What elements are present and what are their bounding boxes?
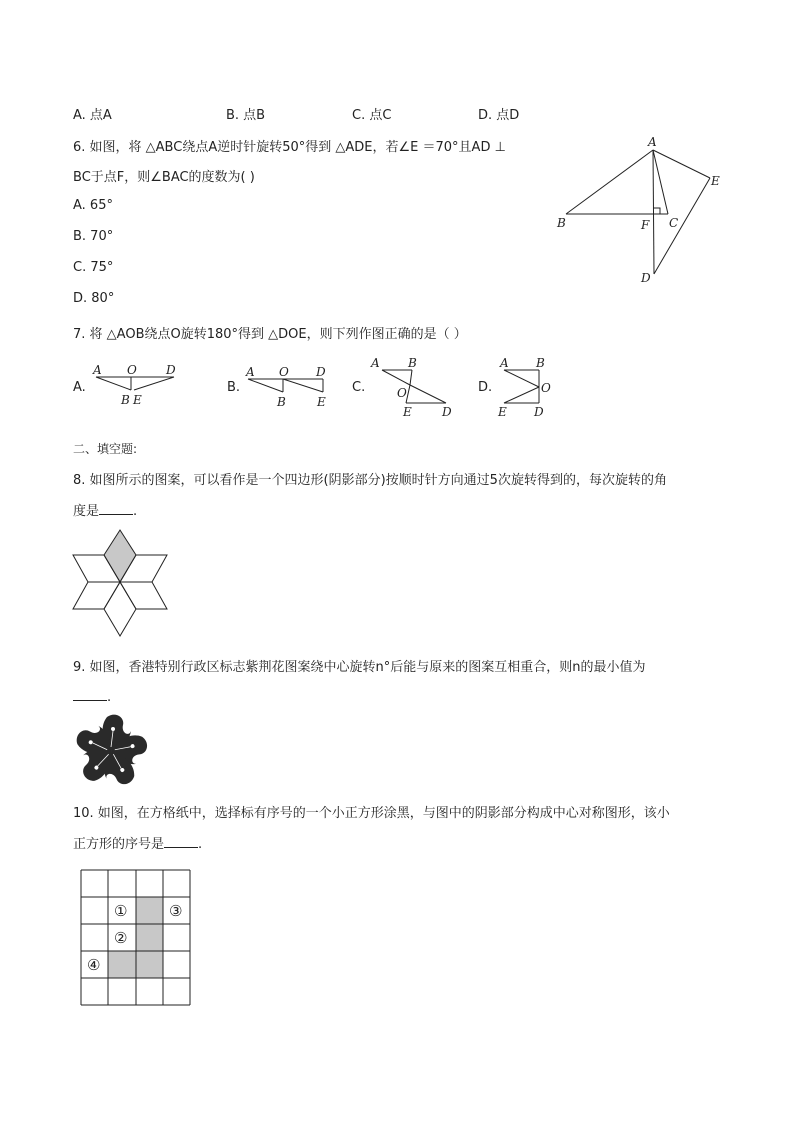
q8-line2-suffix: .	[133, 504, 138, 519]
q7c-label-a: A	[371, 356, 380, 370]
q7b-label-e: E	[317, 395, 326, 409]
q7d-label-o: O	[541, 381, 551, 395]
q10-stem-line1: 10. 如图，在方格纸中，选择标有序号的一个小正方形涂黑，与图中的阴影部分构成中心对称图形，该小	[73, 806, 670, 821]
q10-cell-label-4: ④	[87, 956, 101, 974]
q5-option-d: D. 点D	[478, 108, 520, 123]
q10-answer-blank[interactable]	[164, 835, 198, 848]
q6-label-f: F	[641, 218, 650, 232]
q6-stem-line1: 6. 如图，将 △ABC绕点A逆时针旋转50°得到 △ADE，若∠E ＝70°且AD ⊥	[73, 140, 506, 155]
q6-label-b: B	[557, 216, 566, 230]
q6-label-d: D	[641, 271, 651, 285]
q8-rhombus-pattern	[70, 528, 172, 640]
q7b-label-a: A	[246, 365, 255, 379]
q9-stem-line1: 9. 如图，香港特别行政区标志紫荆花图案绕中心旋转n°后能与原来的图案互相重合，则n的最小值为	[73, 660, 646, 675]
q9-line2-suffix: .	[107, 690, 112, 705]
q7b-label-d: D	[316, 365, 326, 379]
q7-figure-b	[243, 360, 338, 412]
q7b-label-b: B	[277, 395, 286, 409]
q7c-label-o: O	[397, 386, 407, 400]
q7c-label-e: E	[403, 405, 412, 419]
q7c-label-b: B	[408, 356, 417, 370]
q8-line2-prefix: 度是	[73, 504, 100, 519]
q7c-label-d: D	[442, 405, 452, 419]
q7d-label-b: B	[536, 356, 545, 370]
q7a-label-o: O	[127, 363, 137, 377]
q10-grid-figure	[81, 870, 191, 1006]
q7-option-c: C.	[352, 380, 366, 395]
q7d-label-d: D	[534, 405, 544, 419]
q7-option-a: A.	[73, 380, 86, 395]
q10-stem-line2	[73, 833, 202, 852]
q7d-label-e: E	[498, 405, 507, 419]
bauhinia-flower-emblem	[70, 710, 152, 792]
q5-option-b: B. 点B	[226, 108, 266, 123]
q8-stem-line2	[73, 500, 137, 519]
q6-label-a: A	[648, 135, 657, 149]
q5-option-c: C. 点C	[352, 108, 392, 123]
q6-stem-line2: BC于点F，则∠BAC的度数为( )	[73, 170, 255, 185]
q6-option-a: A. 65°	[73, 198, 113, 213]
q10-cell-label-1: ①	[114, 902, 128, 920]
q10-cell-label-2: ②	[114, 929, 128, 947]
q6-label-e: E	[711, 174, 720, 188]
section-heading-fill-blank: 二、填空题:	[73, 442, 138, 456]
q7d-label-a: A	[500, 356, 509, 370]
q6-label-c: C	[669, 216, 679, 230]
q7-option-b: B.	[227, 380, 241, 395]
q7a-label-d: D	[166, 363, 176, 377]
q7-option-d: D.	[478, 380, 493, 395]
q7-figure-c	[368, 355, 463, 417]
q8-answer-blank[interactable]	[99, 502, 133, 515]
q9-answer-blank[interactable]	[73, 688, 107, 701]
q10-line2-suffix: .	[198, 837, 203, 852]
q6-option-b: B. 70°	[73, 229, 114, 244]
q8-stem-line1: 8. 如图所示的图案，可以看作是一个四边形(阴影部分)按顺时针方向通过5次旋转得到的，每次旋转的角	[73, 473, 667, 488]
q5-option-a: A. 点A	[73, 108, 112, 123]
q10-cell-label-3: ③	[169, 902, 183, 920]
q10-line2-prefix: 正方形的序号是	[73, 837, 165, 852]
q7-figure-d	[494, 355, 564, 417]
q6-option-d: D. 80°	[73, 291, 115, 306]
q7a-label-a: A	[93, 363, 102, 377]
q7-stem: 7. 将 △AOB绕点O旋转180°得到 △DOE，则下列作图正确的是（ ）	[73, 327, 467, 342]
q7a-label-e: E	[133, 393, 142, 407]
q7-figure-a	[90, 360, 185, 412]
q7a-label-b: B	[121, 393, 130, 407]
q6-option-c: C. 75°	[73, 260, 114, 275]
q7b-label-o: O	[279, 365, 289, 379]
q9-stem-line2	[73, 688, 111, 705]
q6-triangle-figure	[540, 130, 740, 290]
